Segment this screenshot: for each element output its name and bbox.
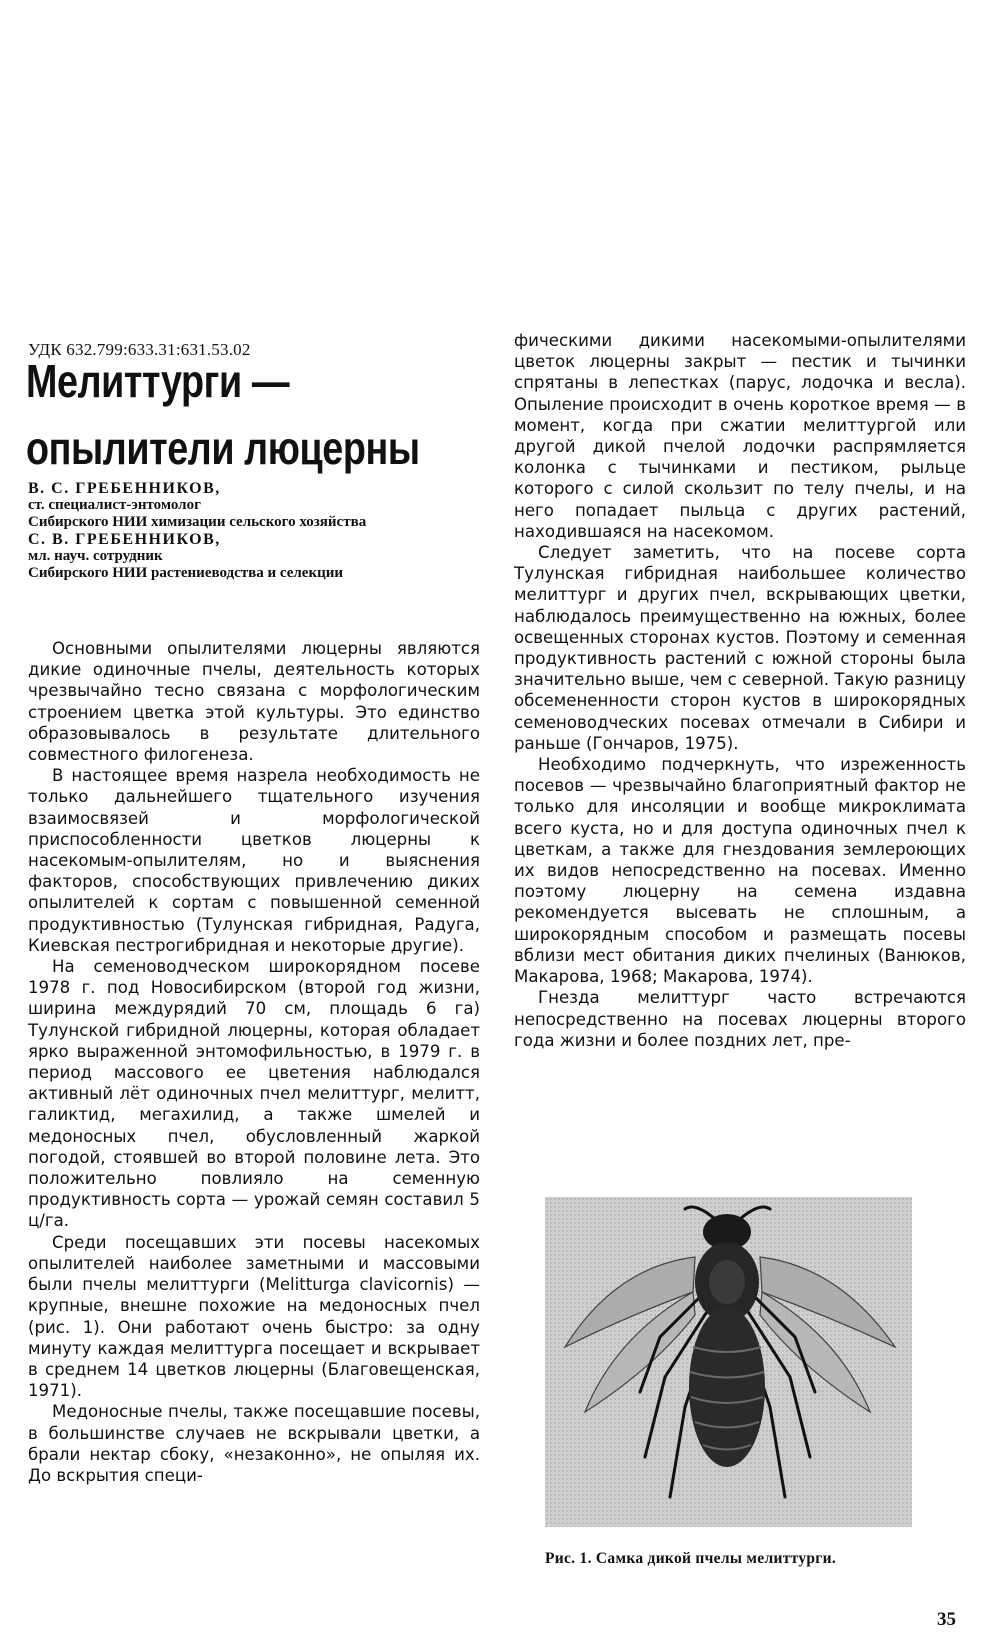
paragraph-continued: фическими дикими насекомыми-опылителями цветок люцерны закрыт — пестик и тычинки спрятаны в лепестках (парус, лодочка и весла). Опыление происходит в очень короткое время — в момент, когда при сжатии мелиттургой или другой дикой пчелой лодочки распрямляется колонка с тычинками и пестиком, рыльце которого с силой скользит по телу пчелы, и на него попадает пыльца с других растений, находившаяся на насекомом. xyxy=(514,331,966,541)
udk-code: УДК 632.799:633.31:631.53.02 xyxy=(28,340,251,359)
paragraph: Необходимо подчеркнуть, что изреженность посевов — чрезвычайно благоприятный фактор не только для инсоляции и вообще микроклимата всего куста, но и для доступа одиночных пчел к цветкам, а также для гнездования землероющих их видов непосредственно на посевах. Именно поэтому люцерну на семена издавна рекомендуется высевать не сплошным, а широкорядным способом и размещать посевы вблизи мест обитания диких пчелиных (Ванюков, Макарова, 1968; Макарова, 1974). xyxy=(514,755,966,987)
paragraph: Основными опылителями люцерны являются дикие одиночные пчелы, деятельность которых чрезвычайно тесно связана с морфологическим строением цветка этой культуры. Это единство образовывалось в результате длительного совместного филогенеза. xyxy=(28,639,480,765)
author-1-position: ст. специалист-энтомолог xyxy=(28,497,201,513)
paragraph: Среди посещавших эти посевы насекомых опылителей наиболее заметными и массовыми были пчелы мелиттурги (Melitturga clavicornis) — крупные, внешне похожие на медоносных пчел (рис. 1). Они работают очень быстро: за одну минуту каждая мелиттурга посещает и вскрывает в среднем 14 цветков люцерны (Благовещенская, 1971). xyxy=(28,1232,480,1401)
bee-illustration-icon xyxy=(545,1197,912,1527)
left-text-column xyxy=(28,638,480,1486)
paragraph: Следует заметить, что на посеве сорта Тулунская гибридная наибольшее количество мелиттург и других пчел, вскрывающих цветки, наблюдалось преимущественно на южных, более освещенных сторонах кустов. Поэтому и семенная продуктивность растений с южной стороны была значительно выше, чем с северной. Такую разницу обсемененности сторон кустов в широкорядных семеноводческих посевах отмечали в Сибири и раньше (Гончаров, 1975). xyxy=(514,543,966,753)
authors-block xyxy=(28,480,468,582)
author-2-name: С. В. ГРЕБЕННИКОВ, xyxy=(28,531,221,548)
bee-photo-figure xyxy=(545,1197,912,1527)
author-1-name: В. С. ГРЕБЕННИКОВ, xyxy=(28,480,221,497)
paragraph: Медоносные пчелы, также посещавшие посевы, в большинстве случаев не вскрывали цветки, а брали нектар сбоку, «незаконно», не опыляя их. До вскрытия специ- xyxy=(28,1402,480,1485)
author-2-position: мл. науч. сотрудник xyxy=(28,548,163,564)
page-number: 35 xyxy=(937,1609,956,1630)
right-text-column xyxy=(514,330,966,1051)
author-2-institute: Сибирского НИИ растениеводства и селекции xyxy=(28,565,344,581)
author-1-institute: Сибирского НИИ химизации сельского хозяйства xyxy=(28,514,367,530)
article-title-line-1: Мелиттурги — xyxy=(26,355,290,407)
paragraph: В настоящее время назрела необходимость не только дальнейшего тщательного изучения взаимосвязей и морфологической приспособленности цветков люцерны к насекомым-опылителям, но и выяснения факторов, способствующих привлечению диких опылителей к сортам с повышенной семенной продуктивностью (Тулунская гибридная, Радуга, Киевская пестрогибридная и некоторые другие). xyxy=(28,766,480,955)
paragraph: На семеноводческом широкорядном посеве 1978 г. под Новосибирском (второй год жизни, ширина междурядий 70 см, площадь 6 га) Тулунской гибридной люцерны, которая обладает ярко выраженной энтомофильностью, в 1979 г. в период массового ее цветения наблюдался активный лёт одиночных пчел мелиттург, мелитт, галиктид, мегахилид, а также шмелей и медоносных пчел, обусловленный жаркой погодой, стоявшей во второй половине лета. Это положительно повлияло на семенную продуктивность сорта — урожай семян составил 5 ц/га. xyxy=(28,957,480,1231)
article-title-line-2: опылители люцерны xyxy=(26,422,420,474)
paragraph: Гнезда мелиттург часто встречаются непосредственно на посевах люцерны второго года жизни и более поздних лет, пре- xyxy=(514,988,966,1050)
figure-caption: Рис. 1. Самка дикой пчелы мелиттурги. xyxy=(545,1550,837,1567)
